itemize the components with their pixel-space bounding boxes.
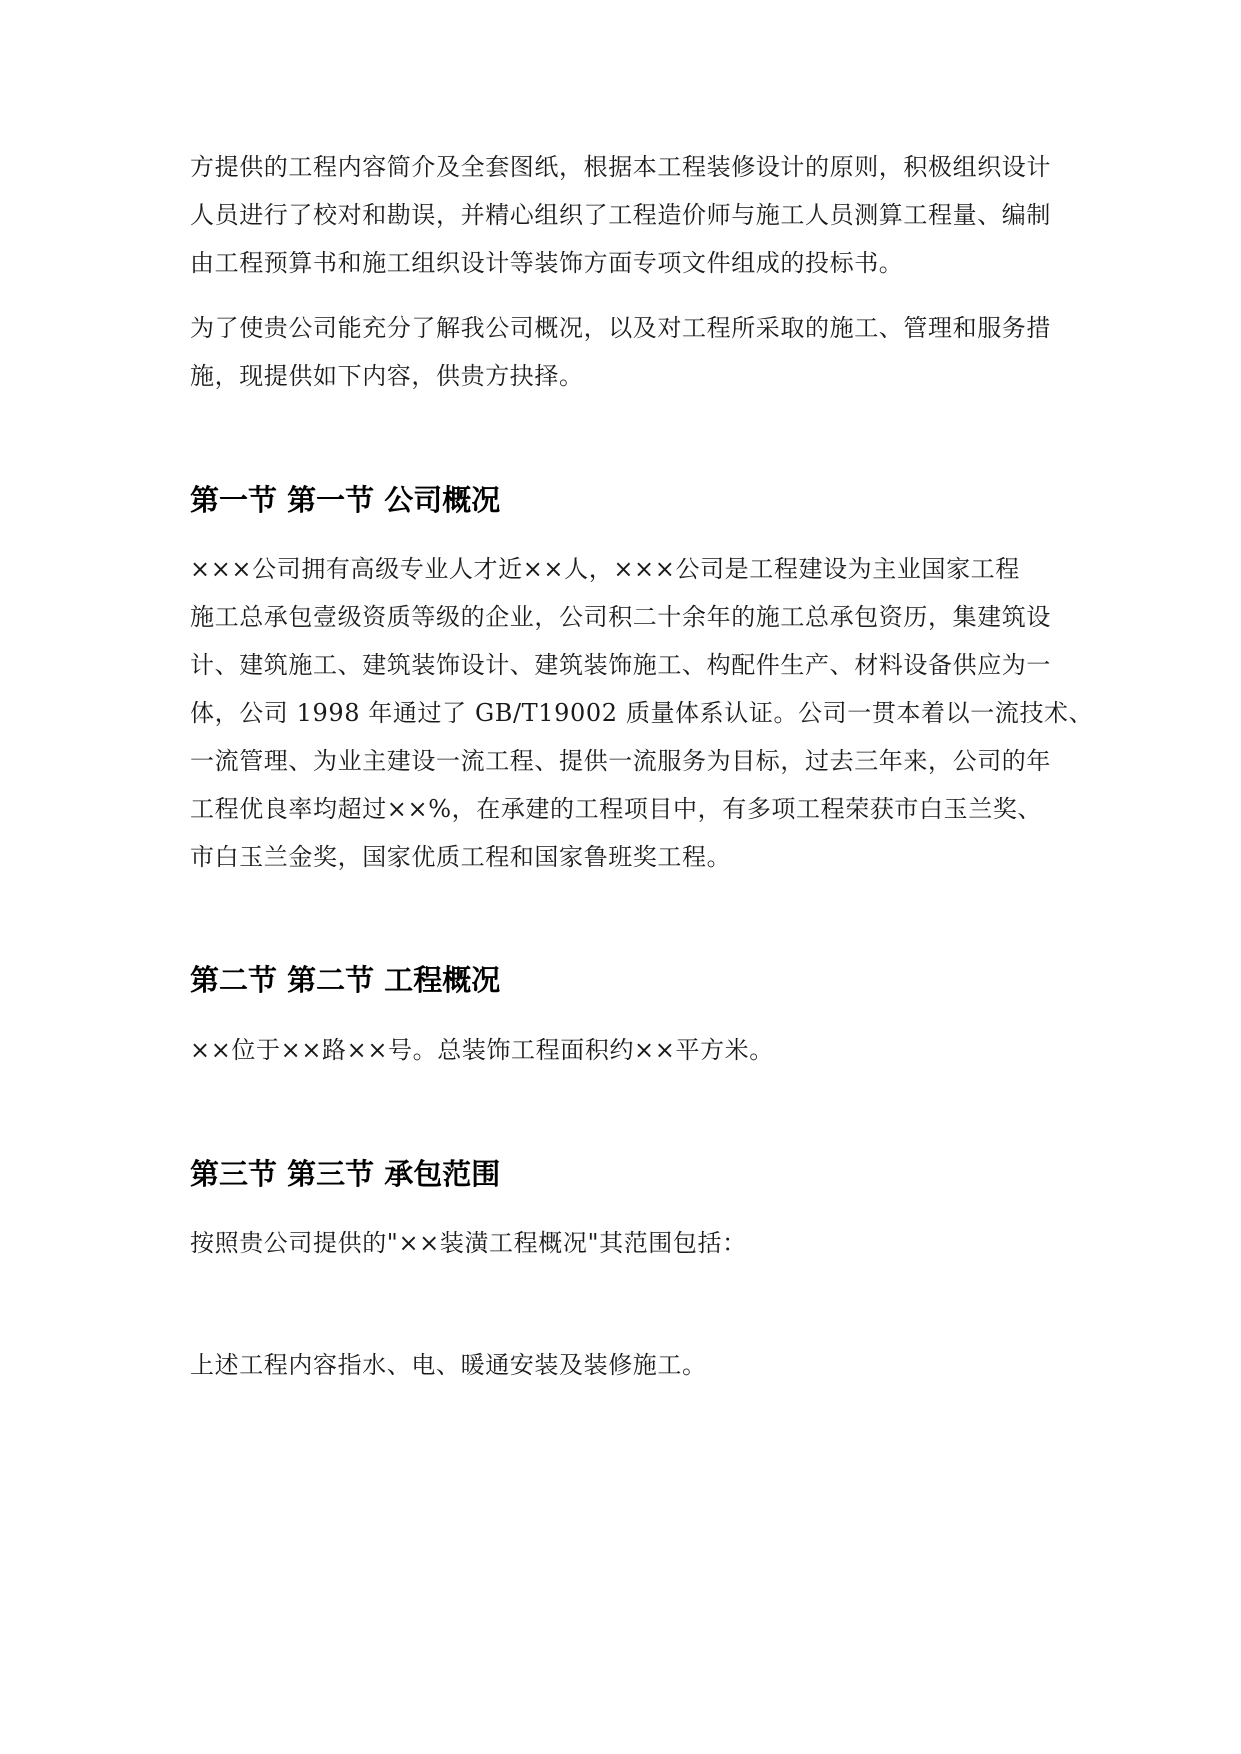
text-line: 方提供的工程内容简介及全套图纸，根据本工程装修设计的原则，积极组织设计 bbox=[190, 153, 1051, 181]
text-line: 一流管理、为业主建设一流工程、提供一流服务为目标，过去三年来，公司的年 bbox=[190, 747, 1051, 775]
text-line: 工程优良率均超过××%，在承建的工程项目中，有多项工程荣获市白玉兰奖、 bbox=[190, 795, 1043, 823]
text-line: 施工总承包壹级资质等级的企业，公司积二十余年的施工总承包资历，集建筑设 bbox=[190, 603, 1051, 631]
text-line: 计、建筑施工、建筑装饰设计、建筑装饰施工、构配件生产、材料设备供应为一 bbox=[190, 651, 1051, 679]
project-overview-paragraph bbox=[190, 1026, 1062, 1074]
intro-paragraph-2 bbox=[190, 304, 1062, 400]
text-line: 上述工程内容指水、电、暖通安装及装修施工。 bbox=[190, 1351, 707, 1379]
text-line: ×××公司拥有高级专业人才近××人，×××公司是工程建设为主业国家工程 bbox=[190, 555, 1020, 583]
text-line: 体，公司 1998 年通过了 GB/T19002 质量体系认证。公司一贯本着以一流技术、 bbox=[190, 699, 1094, 727]
section-heading-company-overview: 第一节 第一节 公司概况 bbox=[190, 483, 501, 517]
intro-paragraph-1 bbox=[190, 143, 1062, 287]
contract-scope-paragraph bbox=[190, 1219, 1062, 1267]
text-line: 按照贵公司提供的"××装潢工程概况"其范围包括： bbox=[190, 1229, 747, 1257]
text-line: 由工程预算书和施工组织设计等装饰方面专项文件组成的投标书。 bbox=[190, 249, 904, 277]
section-heading-contract-scope: 第三节 第三节 承包范围 bbox=[190, 1157, 501, 1191]
contract-scope-closing-paragraph bbox=[190, 1341, 1062, 1389]
text-line: 为了使贵公司能充分了解我公司概况，以及对工程所采取的施工、管理和服务措 bbox=[190, 314, 1051, 342]
text-line: 施，现提供如下内容，供贵方抉择。 bbox=[190, 362, 584, 390]
text-line: ××位于××路××号。总装饰工程面积约××平方米。 bbox=[190, 1036, 774, 1064]
company-overview-paragraph bbox=[190, 545, 1094, 881]
text-line: 人员进行了校对和勘误，并精心组织了工程造价师与施工人员测算工程量、编制 bbox=[190, 201, 1051, 229]
section-heading-project-overview: 第二节 第二节 工程概况 bbox=[190, 963, 501, 997]
text-line: 市白玉兰金奖，国家优质工程和国家鲁班奖工程。 bbox=[190, 843, 732, 871]
